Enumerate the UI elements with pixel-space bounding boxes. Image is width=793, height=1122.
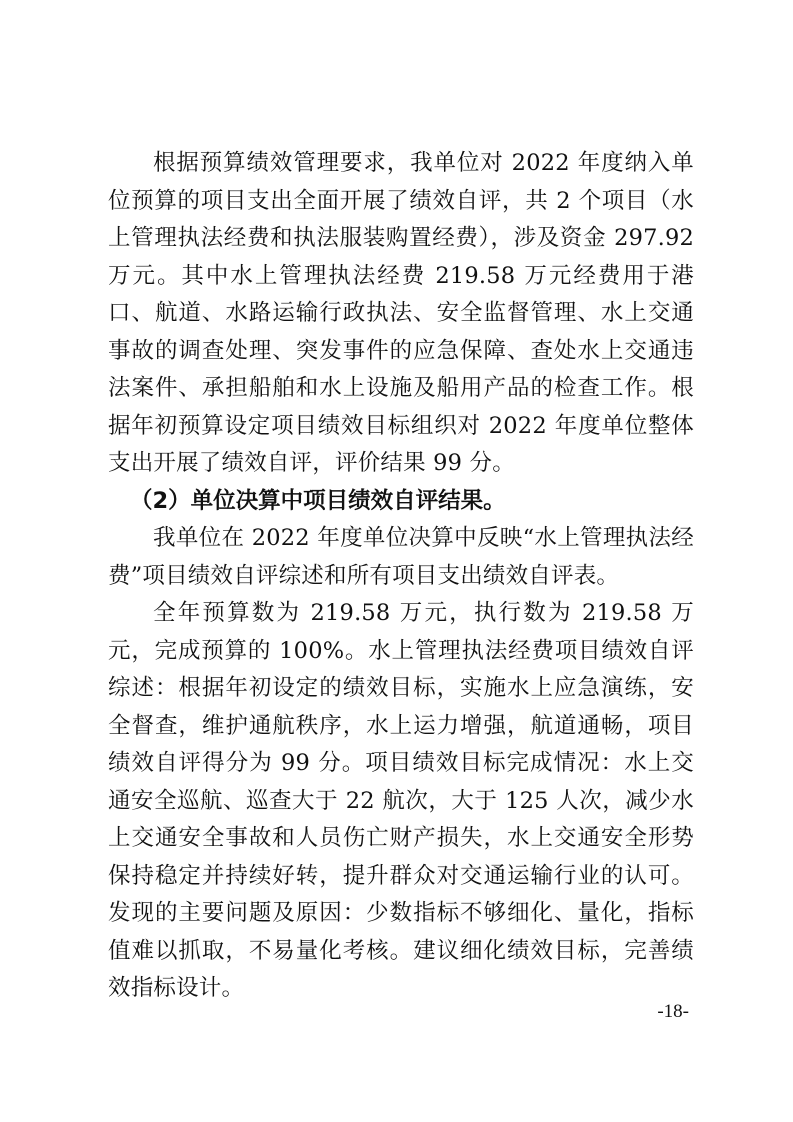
section-heading-project-results: （2）单位决算中项目绩效自评结果。 xyxy=(130,487,506,514)
paragraph-budget-self-evaluation: 根据预算绩效管理要求，我单位对 2022 年度纳入单位预算的项目支出全面开展了绩效自评，共 2 个项目（水上管理执法经费和执法服装购置经费），涉及资金 297.92 万元。其中水上管理执法经费 219.58 万元经费用于港口、航道、水路运输行政执法、安全监督管理、水上交通事故的调查处理、突发事件的应急保障、查处水上交通违法案件、承担船舶和水上设施及船用产品的检查工作。根据年初预算设定项目绩效目标组织对 2022 年度单位整体支出开展了绩效自评，评价结果 99 分。 xyxy=(108,150,694,476)
document-body xyxy=(108,145,694,1008)
paragraph-final-accounts: 我单位在 2022 年度单位决算中反映“水上管理执法经费”项目绩效自评综述和所有项目支出绩效自评表。 xyxy=(108,525,694,589)
paragraph-budget-execution: 全年预算数为 219.58 万元，执行数为 219.58 万元，完成预算的 100%。水上管理执法经费项目绩效自评综述：根据年初设定的绩效目标，实施水上应急演练，安全督查，维护通航秩序，水上运力增强，航道通畅，项目绩效自评得分为 99 分。项目绩效目标完成情况：水上交通安全巡航、巡查大于 22 航次，大于 125 人次，减少水上交通安全事故和人员伤亡财产损失，水上交通安全形势保持稳定并持续好转，提升群众对交通运输行业的认可。发现的主要问题及原因：少数指标不够细化、量化，指标值难以抓取，不易量化考核。建议细化绩效目标，完善绩效指标设计。 xyxy=(108,600,694,1001)
page-number: -18- xyxy=(657,1001,689,1022)
